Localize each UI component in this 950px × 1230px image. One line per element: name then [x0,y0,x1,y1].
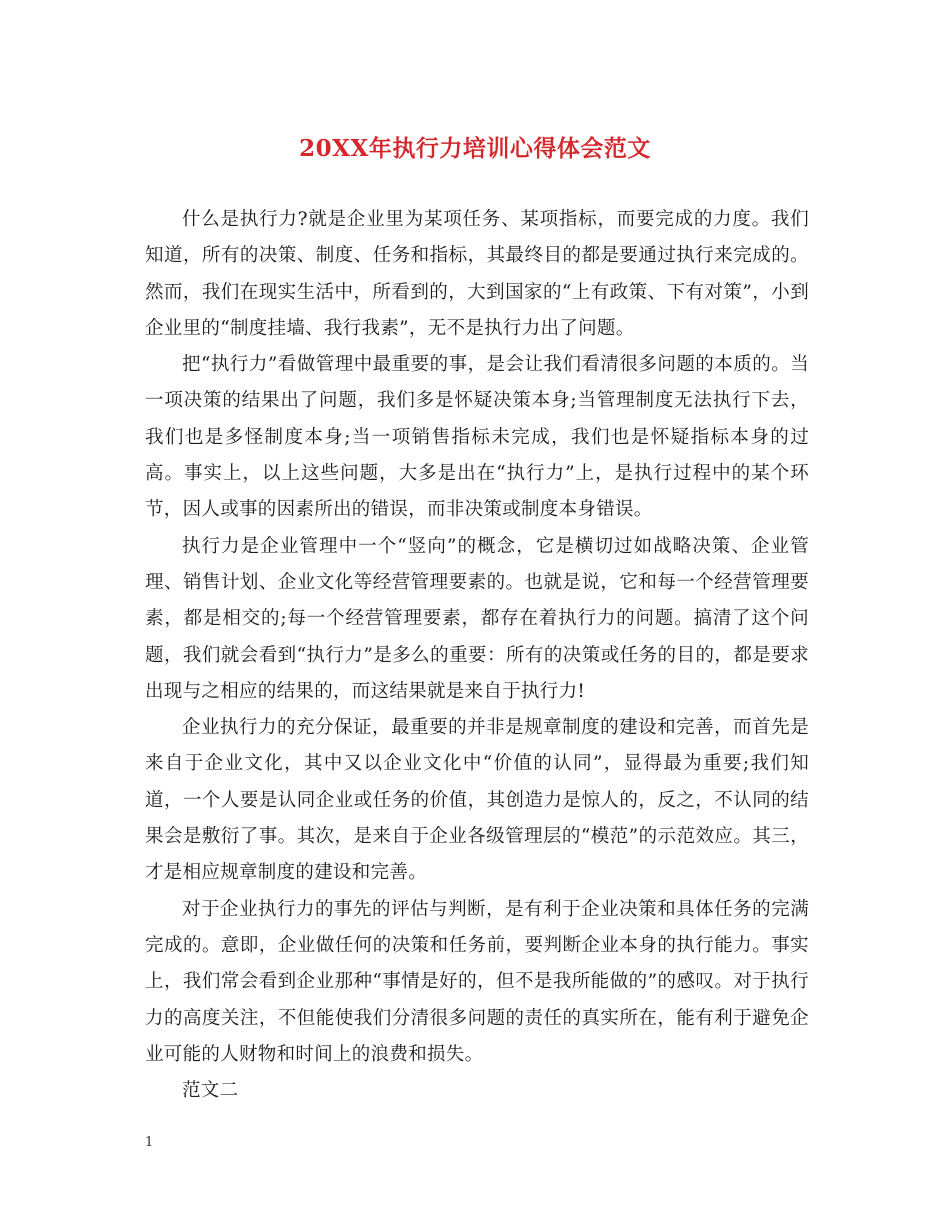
paragraph: 什么是执行力?就是企业里为某项任务、某项指标，而要完成的力度。我们知道，所有的决策、制度、任务和指标，其最终目的都是要通过执行来完成的。然而，我们在现实生活中，所看到的，大到国家的“上有政策、下有对策”，小到企业里的“制度挂墙、我行我素”，无不是执行力出了问题。 [145,209,809,339]
document-body [145,202,809,1109]
paragraph: 执行力是企业管理中一个“竖向”的概念，它是横切过如战略决策、企业管理、销售计划、企业文化等经营管理要素的。也就是说，它和每一个经营管理要素，都是相交的;每一个经营管理要素，都存在着执行力的问题。搞清了这个问题，我们就会看到“执行力”是多么的重要：所有的决策或任务的目的，都是要求出现与之相应的结果的，而这结果就是来自于执行力! [145,535,809,702]
page-number: 1 [145,1135,154,1150]
paragraph: 把“执行力”看做管理中最重要的事，是会让我们看清很多问题的本质的。当一项决策的结果出了问题，我们多是怀疑决策本身;当管理制度无法执行下去，我们也是多怪制度本身;当一项销售指标未完成，我们也是怀疑指标本身的过高。事实上，以上这些问题，大多是出在“执行力”上，是执行过程中的某个环节，因人或事的因素所出的错误，而非决策或制度本身错误。 [145,354,809,521]
paragraph: 企业执行力的充分保证，最重要的并非是规章制度的建设和完善，而首先是来自于企业文化，其中又以企业文化中“价值的认同”，显得最为重要;我们知道，一个人要是认同企业或任务的价值，其创造力是惊人的，反之，不认同的结果会是敷衍了事。其次，是来自于企业各级管理层的“模范”的示范效应。其三，才是相应规章制度的建设和完善。 [145,717,809,884]
section-label: 范文二 [182,1080,239,1102]
paragraph: 对于企业执行力的事先的评估与判断，是有利于企业决策和具体任务的完满完成的。意即，企业做任何的决策和任务前，要判断企业本身的执行能力。事实上，我们常会看到企业那种“事情是好的，但不是我所能做的”的感叹。对于执行力的高度关注，不但能使我们分清很多问题的责任的真实所在，能有利于避免企业可能的人财物和时间上的浪费和损失。 [145,898,809,1065]
document-title: 20XX年执行力培训心得体会范文 [299,135,651,162]
